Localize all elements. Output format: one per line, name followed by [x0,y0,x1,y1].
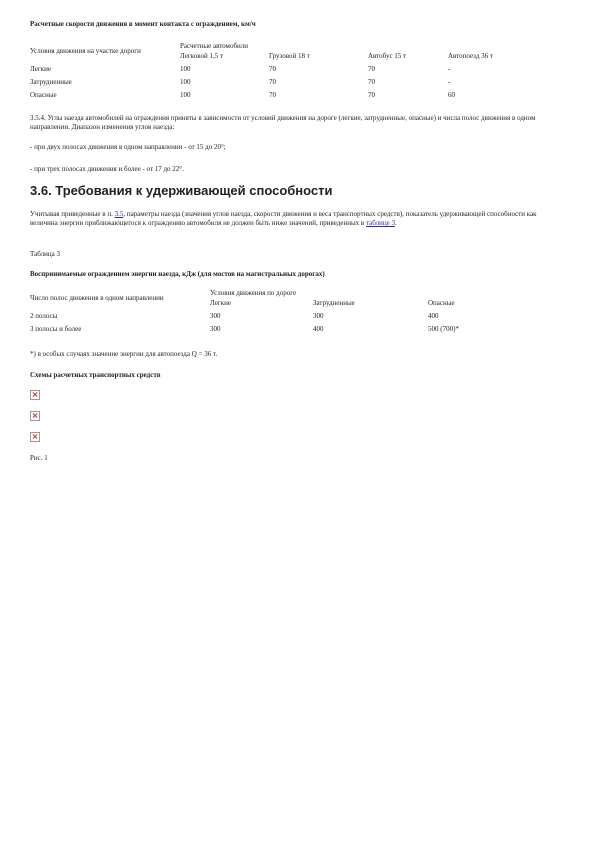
table3-cell: 300 [313,312,324,320]
table1-cell: 100 [180,65,191,73]
table3-caption: Воспринимаемые ограждением энергии наезда, кДж (для мостов на магистральных дорогах) [30,270,325,278]
table-row [30,75,518,88]
table1-cell: - [448,65,451,73]
table-row [30,62,518,75]
table3-cell: 500 (700)* [428,325,459,333]
table3-cell: 400 [428,312,439,320]
table1-col-header: Автопоезд 36 т [448,52,493,60]
table3-col-header: Затрудненные [313,299,355,307]
table1-col-header: Автобус 15 т [368,52,407,60]
paragraph-3-6-text: , параметры наезда (значения углов наезда, скорости движения и веса транспортных средств), показатель удерживающей способности как величина энергии приближающегося к ограждению автомобиля не должен быть ниже значений, приведенных в [30,210,537,227]
table1-col-header: Легковой 1,5 т [180,52,224,60]
table1-row-label: Опасные [30,91,57,99]
table3-row-header: Число полос движения в одном направлении [30,294,164,302]
table1-cell: 70 [368,91,375,99]
table3-row-label: 2 полосы [30,312,58,320]
table-row [30,88,518,101]
table1-cell: 100 [180,78,191,86]
table1-row-header: Условия движения на участке дороги [30,47,141,55]
broken-image-icon [30,432,40,442]
footnote: *) в особых случаях значение энергии для автопоезда Q = 36 т. [30,350,218,358]
table1-caption: Расчетные скорости движения в момент контакта с ограждением, км/ч [30,20,256,28]
broken-image-icon [30,411,40,421]
energy-table [30,289,528,335]
table3-cell: 300 [210,312,221,320]
table-row [30,309,528,322]
figure-caption: Рис. 1 [30,454,48,462]
table1-cell: 70 [269,65,276,73]
schemes-title: Схемы расчетных транспортных средств [30,371,161,379]
table3-cell: 300 [210,325,221,333]
bullet-three-lanes: - при трех полосах движения и более - от 17 до 22°. [30,165,184,173]
table3-label: Таблица 3 [30,250,60,258]
table1-cell: 70 [269,78,276,86]
link-section-3-5[interactable]: 3.5 [114,210,124,218]
table3-col-header: Опасные [428,299,455,307]
paragraph-3-6 [30,210,565,228]
table1-group-header: Расчетные автомобили [180,42,249,50]
paragraph-3-6-text: Учитывая приведенные в п. [30,210,115,218]
bullet-two-lanes: - при двух полосах движения в одном направлении - от 15 до 20°; [30,143,226,151]
table1-cell: 100 [180,91,191,99]
speed-table [30,42,518,101]
broken-image-icon [30,390,40,400]
table1-cell: 70 [269,91,276,99]
table1-row-label: Затрудненные [30,78,72,86]
table1-cell: - [448,78,451,86]
table1-cell: 70 [368,78,375,86]
table3-cell: 400 [313,325,324,333]
table3-col-header: Легкие [210,299,231,307]
table1-cell: 70 [368,65,375,73]
table-row [30,322,528,335]
table1-row-label: Легкие [30,65,51,73]
table3-row-label: 3 полосы и более [30,325,82,333]
link-table-3[interactable]: таблице 3 [365,219,395,227]
table3-group-header: Условия движения по дороге [210,289,297,297]
table1-cell: 60 [448,91,455,99]
table1-col-header: Грузовой 18 т [269,52,310,60]
paragraph-3-5-4: 3.5.4. Углы наезда автомобилей на ограждения приняты в зависимости от условий движения на дороге (легкие, затрудненные, опасные) и числа полос движения в одном направлении. Диапазон изменения углов наезда: [30,114,536,131]
section-title: 3.6. Требования к удерживающей способности [30,183,333,198]
paragraph-3-6-text: . [394,219,397,227]
